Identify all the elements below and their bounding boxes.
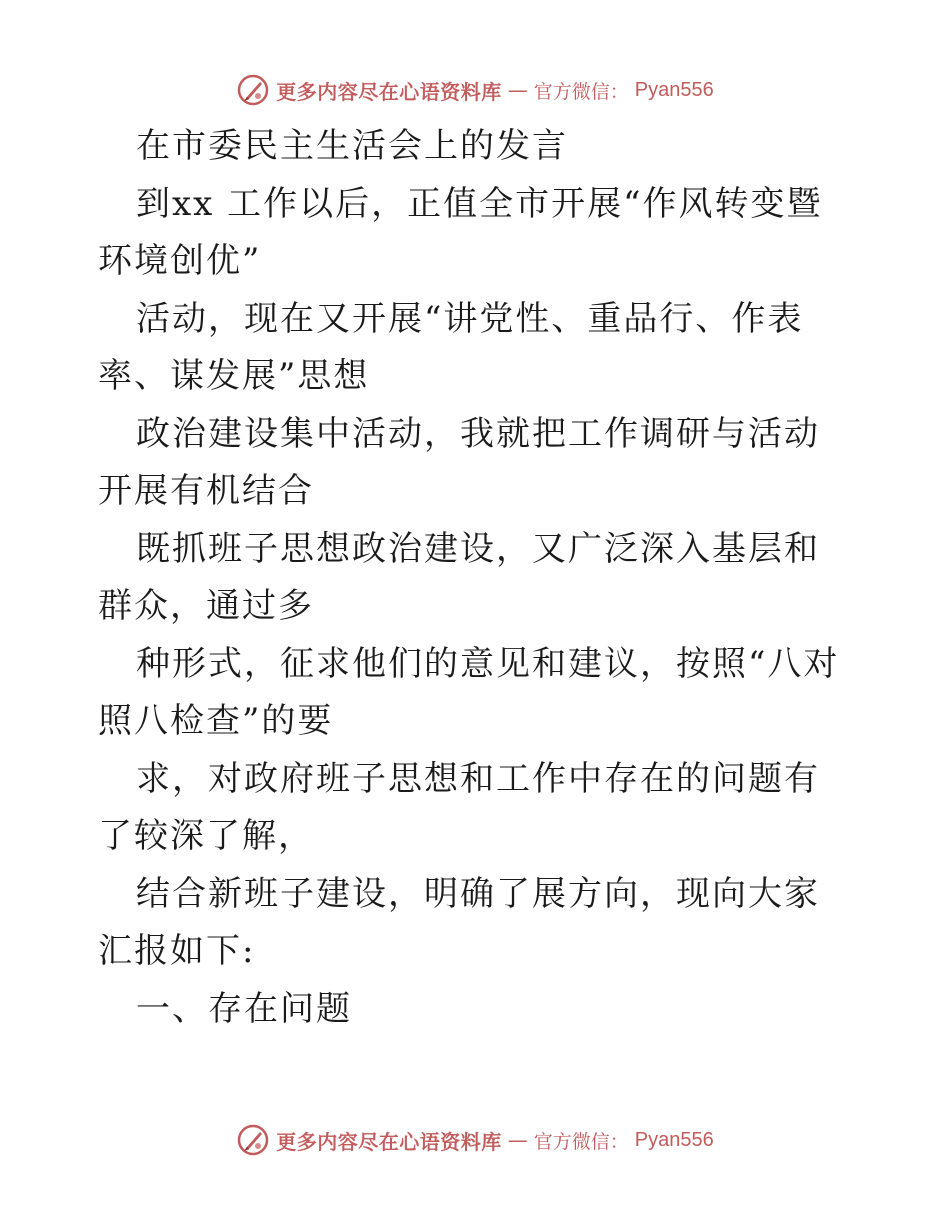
footer-separator: —	[507, 1128, 528, 1152]
paragraph: 种形式，征求他们的意见和建议，按照“八对照八检查”的要	[98, 643, 840, 741]
paragraph: 结合新班子建设，明确了展方向，现向大家汇报如下:	[98, 873, 820, 971]
paragraph: 活动，现在又开展“讲党性、重品行、作表率、谋发展”思想	[98, 298, 804, 396]
header-wechat-label: 官方微信：	[533, 80, 629, 103]
paragraph: 到xx 工作以后，正值全市开展“作风转变暨环境创优”	[98, 183, 823, 281]
quill-pen-logo-icon	[236, 73, 270, 107]
paragraph: 政治建设集中活动，我就把工作调研与活动开展有机结合	[98, 413, 820, 511]
header-separator: —	[507, 78, 528, 102]
footer-watermark-banner	[0, 1120, 950, 1160]
header-watermark-banner	[0, 70, 950, 110]
document-title: 在市委民主生活会上的发言	[136, 126, 568, 166]
section-heading: 一、存在问题	[136, 988, 352, 1029]
document-body	[98, 118, 854, 1038]
footer-wechat-label: 官方微信：	[533, 1130, 629, 1153]
quill-pen-logo-icon	[236, 1123, 270, 1157]
footer-wechat-id: Pyan556	[634, 1128, 714, 1151]
header-brand-text: 更多内容尽在心语资料库	[276, 79, 502, 104]
paragraph: 求，对政府班子思想和工作中存在的问题有了较深了解，	[98, 758, 820, 856]
paragraph: 既抓班子思想政治建设，又广泛深入基层和群众，通过多	[98, 528, 820, 626]
header-wechat-id: Pyan556	[634, 78, 714, 101]
footer-brand-text: 更多内容尽在心语资料库	[276, 1129, 502, 1154]
